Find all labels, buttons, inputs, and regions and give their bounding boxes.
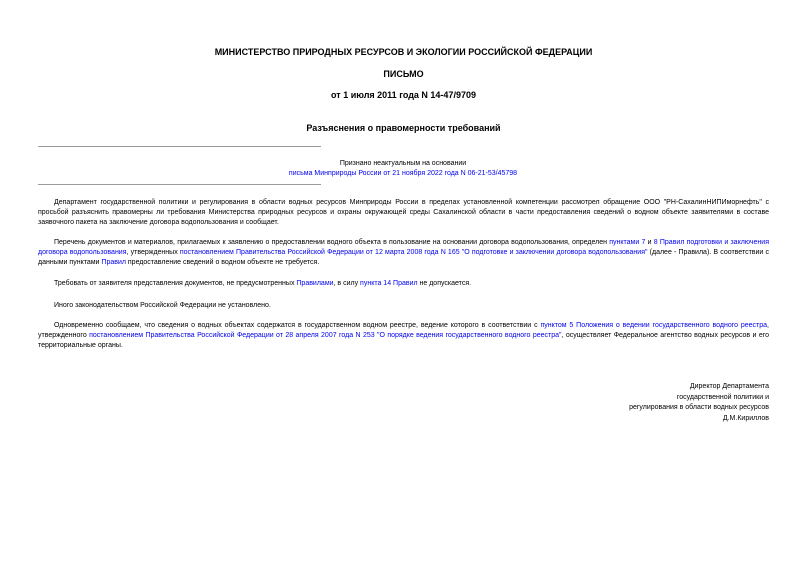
status-note <box>38 159 768 179</box>
status-note-link[interactable]: письма Минприроды России от 21 ноября 2022 года N 06-21-53/45798 <box>288 170 518 177</box>
paragraph-3-text-1: Требовать от заявителя представления документов, не предусмотренных <box>54 280 297 287</box>
paragraph-2-text-1: Перечень документов и материалов, прилагаемых к заявлению о предоставлении водного объекта в пользование на основании договора водопользования, определен <box>54 239 610 246</box>
paragraph-3 <box>38 279 769 289</box>
status-note-text: Признано неактуальным на основании <box>339 160 467 167</box>
signature-position-line-2: государственной политики и <box>676 393 769 401</box>
signature-position-line-3: регулирования в области водных ресурсов <box>629 404 769 411</box>
ministry-title: МИНИСТЕРСТВО ПРИРОДНЫХ РЕСУРСОВ И ЭКОЛОГИИ РОССИЙСКОЙ ФЕДЕРАЦИИ <box>214 47 593 57</box>
document-type: ПИСЬМО <box>383 69 424 79</box>
signature-position-line-1: Директор Департамента <box>689 383 769 390</box>
top-divider <box>38 146 321 147</box>
paragraph-5-text-1: Одновременно сообщаем, что сведения о водных объектах содержатся в государственном водном реестре, ведение которого в соответствии с <box>54 322 541 329</box>
link-postanovlenie-253[interactable]: постановлением Правительства Российской Федерации от 28 апреля 2007 года N 253 "О порядке ведения государственного водного реестра" <box>89 332 562 339</box>
link-pravila-8[interactable]: 8 Правил подготовки и заключения договора водопользования <box>38 239 769 256</box>
paragraph-5-text-2: , утвержденного <box>38 322 769 339</box>
paragraph-2-text-4: (далее - Правила). В соответствии с данными пунктами <box>38 249 770 266</box>
link-postanovlenie-165[interactable]: постановлением Правительства Российской Федерации от 12 марта 2008 года N 165 "О подготовке и заключении договора водопользования" <box>179 249 648 256</box>
paragraph-2-text-2: и <box>645 239 654 246</box>
paragraph-3-text-3: не допускается. <box>417 280 472 287</box>
link-pravil[interactable]: Правил <box>101 259 126 266</box>
link-punkt-14[interactable]: пункта 14 Правил <box>360 280 418 287</box>
bottom-divider <box>38 184 321 185</box>
paragraph-5 <box>38 321 769 351</box>
signature-name: Д.М.Кириллов <box>722 414 769 422</box>
link-punkt-5-polozheniya[interactable]: пунктом 5 Положения о ведении государственного водного реестра <box>540 322 768 329</box>
paragraph-3-text-2: , в силу <box>333 280 361 287</box>
link-punkty-7[interactable]: пунктами 7 <box>609 239 646 246</box>
paragraph-2-text-5: предоставление сведений о водном объекте не требуется. <box>125 259 320 266</box>
paragraph-2 <box>38 238 769 268</box>
paragraph-2-text-3: , утвержденных <box>126 249 180 256</box>
link-pravilami[interactable]: Правилами <box>296 280 334 287</box>
document-subject: Разъяснения о правомерности требований <box>306 123 501 133</box>
document-date-number: от 1 июля 2011 года N 14-47/9709 <box>331 90 476 100</box>
paragraph-5-text-3: , осуществляет Федеральное агентство водных ресурсов и его территориальные органы. <box>38 332 770 349</box>
signature-block <box>629 382 769 424</box>
paragraph-1: Департамент государственной политики и регулирования в области водных ресурсов Минприроды России в пределах установленной компетенции рассмотрел обращение ООО "РН-СахалинНИПИморнефть" с просьбой разъяснить правомерны ли требования Министерства природных ресурсов и охраны окружающей среды Сахалинской области в части предоставления сведений о водном объекте заявителями в составе заявочного пакета на заключение договора водопользования и сообщает. <box>38 199 769 226</box>
paragraph-4: Иного законодательством Российской Федерации не установлено. <box>54 302 271 309</box>
